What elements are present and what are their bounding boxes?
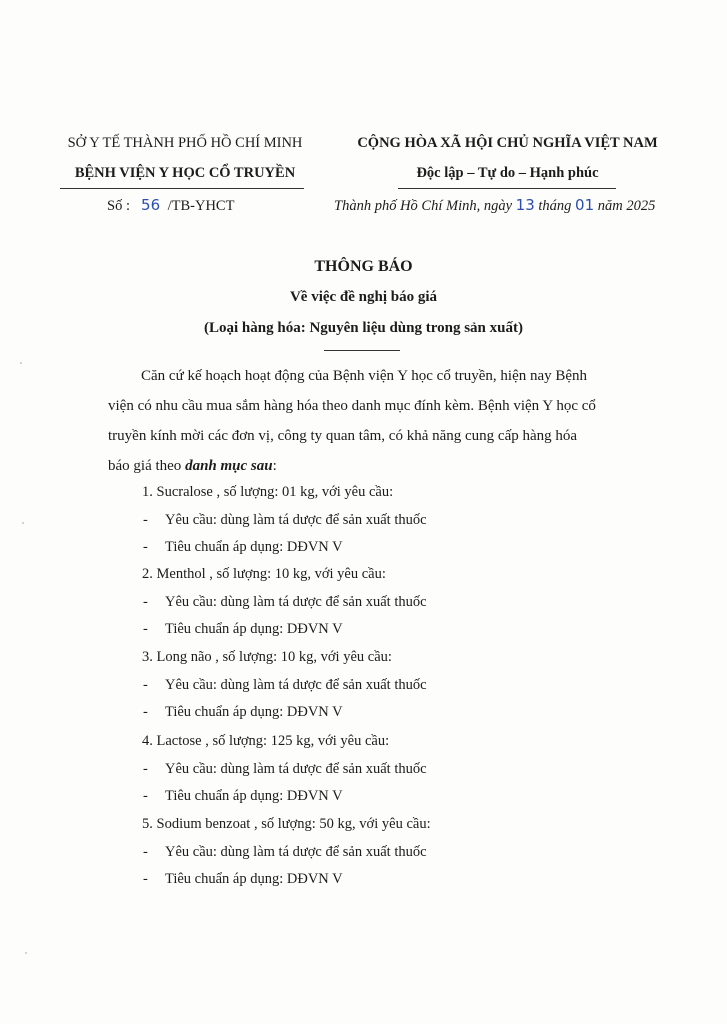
item-requirement-text: Yêu cầu: dùng làm tá dược để sản xuất thuốc xyxy=(165,761,427,777)
date-year: năm 2025 xyxy=(597,198,656,214)
item-heading: 4. Lactose , số lượng: 125 kg, với yêu cầu: xyxy=(142,733,390,749)
item-requirement xyxy=(143,844,427,861)
country-name: CỘNG HÒA XÃ HỘI CHỦ NGHĨA VIỆT NAM xyxy=(357,135,658,151)
bullet-dash: - xyxy=(143,677,148,693)
intro-line-4-prefix: báo giá theo xyxy=(108,458,186,474)
item-requirement xyxy=(143,677,427,694)
bullet-dash: - xyxy=(143,761,148,777)
agency-name: SỞ Y TẾ THÀNH PHỐ HỒ CHÍ MINH xyxy=(67,135,303,151)
item-standard xyxy=(143,704,343,721)
bullet-dash: - xyxy=(143,844,148,860)
scan-speck xyxy=(20,362,22,364)
date-day-handwritten: 13 xyxy=(515,196,535,214)
national-motto: Độc lập – Tự do – Hạnh phúc xyxy=(416,165,599,181)
title-divider xyxy=(324,350,400,351)
item-standard xyxy=(143,788,343,805)
bullet-dash: - xyxy=(143,621,148,637)
item-requirement xyxy=(143,761,427,778)
so-suffix: /TB-YHCT xyxy=(167,198,235,214)
document-number xyxy=(107,196,234,215)
document-category: (Loại hàng hóa: Nguyên liệu dùng trong sản xuất) xyxy=(204,320,523,336)
hospital-name: BỆNH VIỆN Y HỌC CỔ TRUYỀN xyxy=(74,165,296,181)
item-standard-text: Tiêu chuẩn áp dụng: DĐVN V xyxy=(165,621,343,637)
bullet-dash: - xyxy=(143,594,148,610)
intro-emphasis: danh mục sau xyxy=(185,458,273,474)
scan-speck xyxy=(22,522,24,524)
item-requirement-text: Yêu cầu: dùng làm tá dược để sản xuất thuốc xyxy=(165,512,427,528)
item-heading: 5. Sodium benzoat , số lượng: 50 kg, với yêu cầu: xyxy=(142,816,431,832)
item-heading: 2. Menthol , số lượng: 10 kg, với yêu cầu: xyxy=(142,566,386,582)
intro-line-1: Căn cứ kế hoạch hoạt động của Bệnh viện Y học cổ truyền, hiện nay Bệnh xyxy=(141,368,588,384)
date-month-label: tháng xyxy=(538,198,572,214)
bullet-dash: - xyxy=(143,871,148,887)
scan-speck xyxy=(25,952,27,954)
item-standard xyxy=(143,621,343,638)
item-requirement-text: Yêu cầu: dùng làm tá dược để sản xuất thuốc xyxy=(165,677,427,693)
bullet-dash: - xyxy=(143,539,148,555)
intro-line-4 xyxy=(108,451,277,481)
item-requirement-text: Yêu cầu: dùng làm tá dược để sản xuất thuốc xyxy=(165,844,427,860)
item-standard xyxy=(143,871,343,888)
item-heading: 3. Long não , số lượng: 10 kg, với yêu cầu: xyxy=(142,649,392,665)
hospital-underline xyxy=(60,188,304,189)
bullet-dash: - xyxy=(143,512,148,528)
bullet-dash: - xyxy=(143,788,148,804)
item-standard xyxy=(143,539,343,556)
intro-line-3: truyền kính mời các đơn vị, công ty quan tâm, có khả năng cung cấp hàng hóa xyxy=(108,428,578,444)
intro-line-4-suffix: : xyxy=(272,458,277,474)
item-heading: 1. Sucralose , số lượng: 01 kg, với yêu cầu: xyxy=(142,484,394,500)
item-standard-text: Tiêu chuẩn áp dụng: DĐVN V xyxy=(165,539,343,555)
date-month-handwritten: 01 xyxy=(575,196,595,214)
document-subject: Về việc đề nghị báo giá xyxy=(289,289,438,305)
item-standard-text: Tiêu chuẩn áp dụng: DĐVN V xyxy=(165,871,343,887)
document-title: THÔNG BÁO xyxy=(314,258,413,275)
item-requirement-text: Yêu cầu: dùng làm tá dược để sản xuất thuốc xyxy=(165,594,427,610)
so-prefix: Số : xyxy=(107,198,130,214)
so-number-handwritten: 56 xyxy=(141,196,161,214)
item-requirement xyxy=(143,512,427,529)
document-date xyxy=(334,196,655,215)
date-place: Thành phố Hồ Chí Minh, ngày xyxy=(334,198,513,214)
motto-underline xyxy=(398,188,616,189)
bullet-dash: - xyxy=(143,704,148,720)
item-standard-text: Tiêu chuẩn áp dụng: DĐVN V xyxy=(165,704,343,720)
item-standard-text: Tiêu chuẩn áp dụng: DĐVN V xyxy=(165,788,343,804)
intro-line-2: viện có nhu cầu mua sắm hàng hóa theo danh mục đính kèm. Bệnh viện Y học cổ xyxy=(108,398,596,414)
item-requirement xyxy=(143,594,427,611)
